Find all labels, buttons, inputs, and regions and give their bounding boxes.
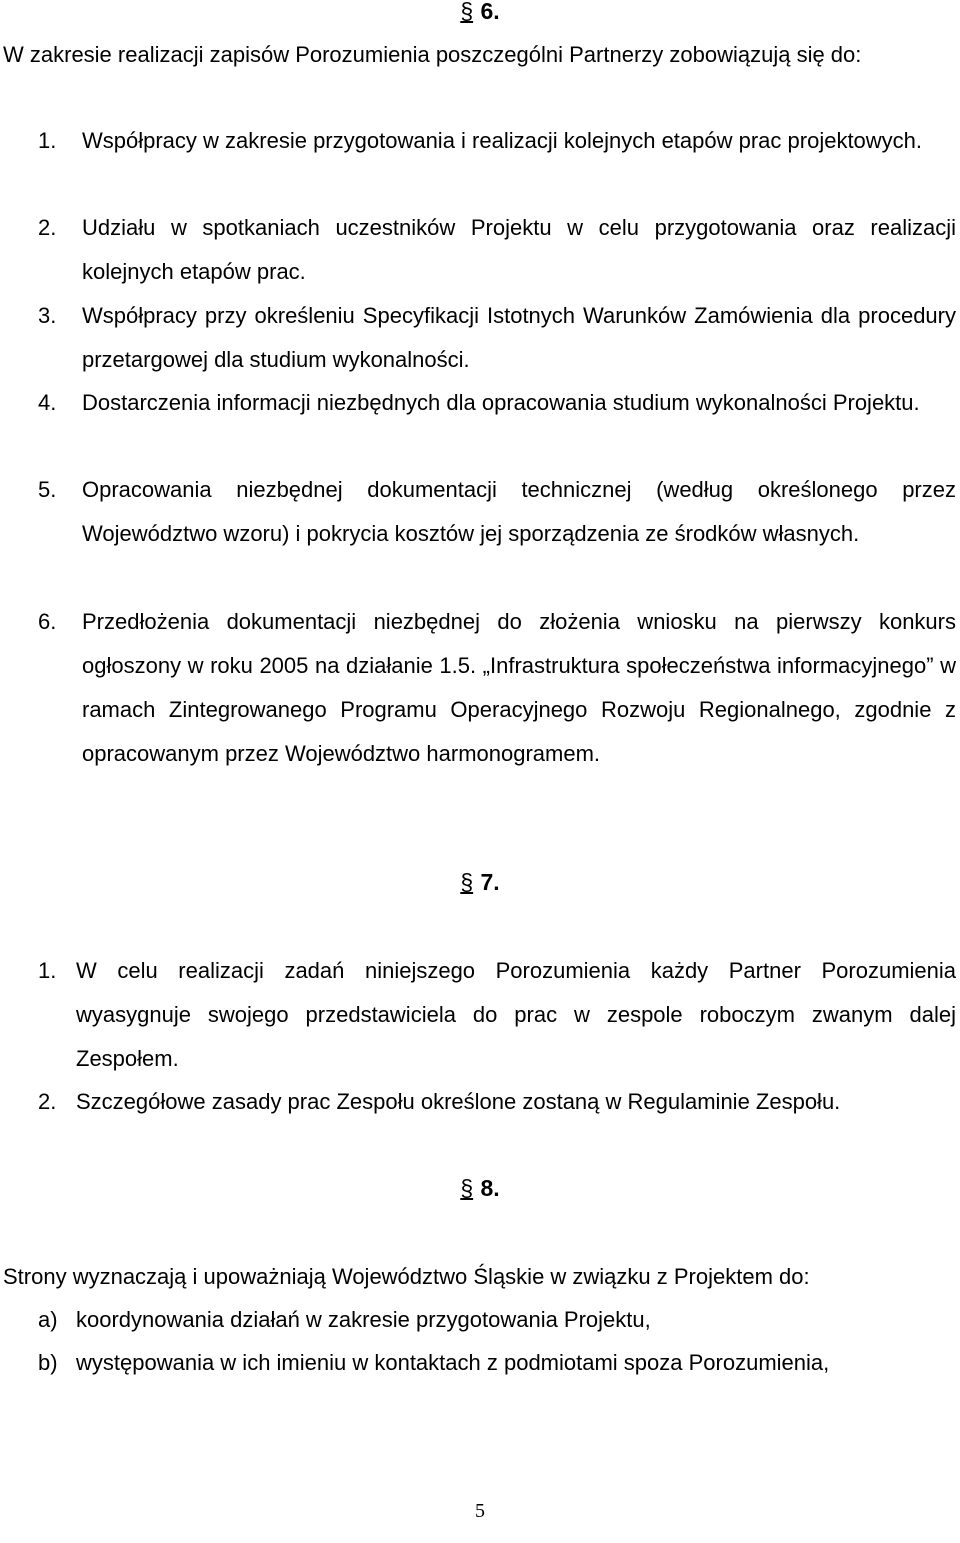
list-item-text: Przedłożenia dokumentacji niezbędnej do złożenia wniosku na pierwszy konkurs ogłoszony w roku 2005 na działanie 1.5. „Infrastruktura społeczeństwa informacyjnego” w ramach Zintegrowanego Programu Operacyjnego Rozwoju Regionalnego, zgodnie z opracowanym przez Województwo harmonogramem. xyxy=(82,609,956,766)
list-item-number: 2. xyxy=(38,215,57,240)
list-item xyxy=(38,206,956,294)
list-item xyxy=(38,381,956,425)
page-number: 5 xyxy=(475,1500,485,1522)
list-item-number: 2. xyxy=(38,1089,57,1114)
list-item xyxy=(38,468,956,556)
section-7-heading xyxy=(0,869,960,896)
section-symbol: § xyxy=(460,869,474,895)
list-item-text: występowania w ich imieniu w kontaktach z podmiotami spoza Porozumienia, xyxy=(76,1350,830,1375)
list-item-number: 1. xyxy=(38,128,57,153)
list-item-number: 6. xyxy=(38,609,57,634)
list-item-letter: b) xyxy=(38,1350,58,1375)
list-item xyxy=(38,949,956,1081)
section-number: 7. xyxy=(480,869,500,895)
section-number: 8. xyxy=(480,1175,500,1201)
list-item-text: Szczegółowe zasady prac Zespołu określone zostaną w Regulaminie Zespołu. xyxy=(76,1089,841,1114)
list-item-text: Współpracy przy określeniu Specyfikacji Istotnych Warunków Zamówienia dla procedury przetargowej dla studium wykonalności. xyxy=(82,303,956,372)
section-symbol: § xyxy=(460,0,474,24)
section-8-heading xyxy=(0,1175,960,1202)
section-6-heading xyxy=(0,0,960,25)
list-item-number: 4. xyxy=(38,390,57,415)
list-item-number: 1. xyxy=(38,958,57,983)
section-symbol: § xyxy=(460,1175,474,1201)
list-item-number: 5. xyxy=(38,477,57,502)
list-item xyxy=(38,1080,956,1124)
list-item-text: Dostarczenia informacji niezbędnych dla opracowania studium wykonalności Projektu. xyxy=(82,390,920,415)
list-item xyxy=(38,294,956,382)
list-item xyxy=(38,119,956,163)
section-8-intro: Strony wyznaczają i upoważniają Województwo Śląskie w związku z Projektem do: xyxy=(3,1264,810,1289)
list-item xyxy=(38,1341,956,1385)
list-item-letter: a) xyxy=(38,1307,58,1332)
section-number: 6. xyxy=(480,0,500,24)
section-6-intro: W zakresie realizacji zapisów Porozumienia poszczególni Partnerzy zobowiązują się do: xyxy=(3,42,862,67)
list-item xyxy=(38,600,956,776)
list-item-text: Opracowania niezbędnej dokumentacji technicznej (według określonego przez Województwo wzoru) i pokrycia kosztów jej sporządzenia ze środków własnych. xyxy=(82,477,956,546)
list-item-text: Współpracy w zakresie przygotowania i realizacji kolejnych etapów prac projektowych. xyxy=(82,128,923,153)
list-item-text: koordynowania działań w zakresie przygotowania Projektu, xyxy=(76,1307,651,1332)
list-item-text: W celu realizacji zadań niniejszego Porozumienia każdy Partner Porozumienia wyasygnuje swojego przedstawiciela do prac w zespole roboczym zwanym dalej Zespołem. xyxy=(76,958,956,1071)
list-item xyxy=(38,1298,956,1342)
list-item-text: Udziału w spotkaniach uczestników Projektu w celu przygotowania oraz realizacji kolejnych etapów prac. xyxy=(82,215,956,284)
list-item-number: 3. xyxy=(38,303,57,328)
